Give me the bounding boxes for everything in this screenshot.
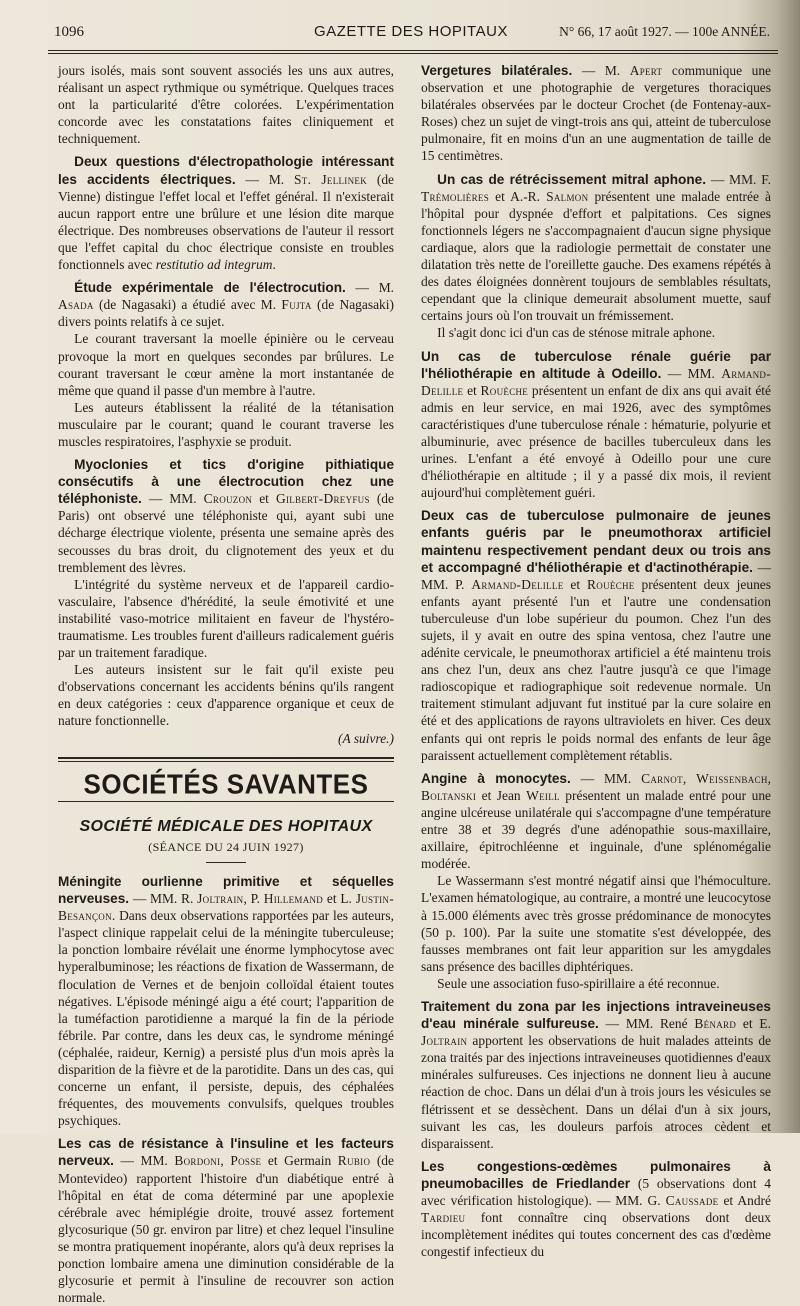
continued-note: (A suivre.) — [338, 730, 394, 746]
article-electrocution: Étude expérimentale de l'électrocution. — M. Asada (de Nagasaki) a étudié avec M. Fujta (de Nagasaki) divers points relatifs à ce sujet. — [58, 280, 394, 330]
author: Justin-Besançon — [58, 891, 395, 924]
article-title: Deux questions d'électropathologie intéressant les accidents électriques. — [58, 154, 394, 187]
author: Rouèche — [587, 576, 635, 592]
page-header — [48, 22, 774, 48]
section-rule-2 — [58, 761, 394, 762]
article-title: Deux cas de tuberculose pulmonaire de jeunes enfants guéris par le pneumothorax artificiel maintenu respectivement pendant deux ou trois ans et accompagné d'héliothérapie et d'actinothérapie. — [421, 508, 771, 575]
section-title: SOCIÉTÉS SAVANTES — [83, 767, 369, 800]
article-title: Myoclonies et tics d'origine pithiatique consécutifs à une électrocution chez une téléphoniste. — [58, 457, 394, 507]
author: Trémolières — [421, 188, 490, 204]
right-column — [421, 62, 771, 1260]
intro-paragraph: jours isolés, mais sont souvent associés les uns aux autres, réalisant un aspect rythmique ou symétrique. Quelques traces ont la particularité d'être colorées. L'expérimentation concorde avec les constatations faites cliniquement et techniquement. — [58, 63, 394, 147]
author: Asada — [58, 297, 94, 313]
author: Crouzon — [203, 491, 253, 507]
latin-phrase: restitutio ad integrum — [155, 257, 273, 273]
author: Hillemand — [263, 891, 324, 907]
author: Caussade — [665, 1193, 719, 1208]
article-title: Traitement du zona par les injections intraveineuses d'eau minérale sulfureuse. — [421, 998, 771, 1032]
article-title: Étude expérimentale de l'électrocution. — [74, 280, 346, 296]
article-electropathologie: Deux questions d'électropathologie intéressant les accidents électriques. — M. St. Jellinek (de Vienne) distingue l'effet local et l'effet général. Il n'existerait aucun rapport entre une brûlure et une lésion dite marque électrique. Des nombreuses observations de l'auteur il ressort que l'effet capital du choc électrique consiste en troubles fonctionnels avec restitutio ad integrum. — [58, 154, 395, 273]
article-insuline: Les cas de résistance à l'insuline et les facteurs nerveux. — MM. Bordoni, Posse et Germain Rubio (de Montevideo) rapportent l'histoire d'un diabétique entré à l'hôpital en état de coma déterminé par une apoplexie cérébrale avec hémiplégie droite, trouvé assez fortement glycosurique (50 gr. environ par litre) et chez lequel l'insuline se montra pratiquement inopérante, alors qu'à deux reprises la ponction lombaire amena une diminution considérable de la glycosurie et permit à l'insuline de recouvrer son action normale. — [58, 1136, 394, 1306]
article-title: Angine à monocytes. — [421, 770, 571, 786]
section-rule-3 — [58, 801, 394, 802]
article-pneumothorax: Deux cas de tuberculose pulmonaire de jeunes enfants guéris par le pneumothorax artificiel maintenu respectivement pendant deux ou trois ans et accompagné d'héliothérapie et d'actinothérapie. — MM. P. Armand-Delille et Rouèche présentent deux jeunes enfants ayant présenté l'un et l'autre une condensation tuberculeuse d'un lobe supérieur du poumon. Chez l'un des sujets, il y avait en outre des spina ventosa, chez l'autre une adénite cervicale, le pneumothorax artificiel a été maintenu trois ans chez l'un, deux ans chez l'autre jusqu'à ce que l'image radioscopique et radiographique soit redevenue normale. Un traitement stimulant adjuvant fut institué par la cure solaire en été et des applications de rayons ultraviolets en hiver. Ces deux enfants qui ont repris le poids normal des enfants de leur âge paraissent actuellement complètement rétablis. — [421, 508, 772, 763]
article-title: Un cas de tuberculose rénale guérie par l'héliothérapie en altitude à Odeillo. — [421, 348, 771, 381]
article-zona: Traitement du zona par les injections intraveineuses d'eau minérale sulfureuse. — MM. René Bénard et E. Joltrain apportent les observations de huit malades atteints de zona traités par des injections intraveineuses quotidiennes d'eaux minérales sulfureuses. Ces injections ne donnent lieu à aucune réaction de choc. Dans un délai d'un à trois jours les vésicules se flétrissent et se dessèchent. Dans un délai d'un à six jours, suivant les cas, les douleurs parfois atroces cèdent et disparaissent. — [421, 998, 771, 1151]
author: Boltanski — [421, 787, 477, 803]
short-divider — [206, 862, 246, 863]
article-title: Un cas de rétrécissement mitral aphone. — [437, 171, 706, 187]
article-myoclonies: Myoclonies et tics d'origine pithiatique consécutifs à une électrocution chez une téléphoniste. — MM. Crouzon et Gilbert-Dreyfus (de Paris) ont observé une téléphoniste qui, ayant subi une décharge électrique violente, présenta une semaine après des secousses du bras droit, du clignotement des yeux et du tremblement des lèvres. — [58, 457, 394, 575]
article-tuberculose-renale: Un cas de tuberculose rénale guérie par l'héliothérapie en altitude à Odeillo. — MM. Armand-Delille et Rouèche présentent un enfant de dix ans qui avait été admis en leur service, en mai 1926, avec des symptômes caractéristiques d'une tuberculose rénale : hématurie, polyurie et albuminurie, avec présence de bacilles tuberculeux dans les urines. L'enfant a été envoyé à Odeillo pour une cure d'héliothérapie en altitude ; il y a passé dix mois, il revient aujourd'hui complètement guéri. — [421, 348, 771, 501]
paragraph: Les auteurs insistent sur le fait qu'il existe peu d'observations concernant les accidents bénins qu'ils rangent en deux catégories : ceux d'apparence organique et ceux de nature fonctionnelle. — [58, 662, 394, 729]
article-congestions-oedemes: Les congestions-œdèmes pulmonaires à pneumobacilles de Friedlander (5 observations dont 4 avec vérification histologique). — MM. G. Caussade et André Tardieu font connaître cinq observations dont deux incomplètement inédites qui toutes concernent des cas d'œdème congestif infectieux du — [421, 1158, 772, 1260]
author: Bénard — [694, 1016, 737, 1032]
author: Carnot — [641, 770, 683, 786]
session-date: (SÉANCE DU 24 JUIN 1927) — [148, 839, 304, 854]
left-column — [58, 62, 394, 1306]
issue-info: N° 66, 17 août 1927. — 100e ANNÉE. — [559, 24, 770, 39]
paragraph: Seule une association fuso-spirillaire a été reconnue. — [437, 975, 720, 991]
author: Rubio — [337, 1153, 371, 1169]
author: Armand-Delille — [471, 576, 564, 592]
author: Joltrain — [421, 1033, 468, 1049]
author: Rouèche — [480, 382, 529, 398]
author: Joltrain — [197, 891, 244, 907]
page-number: 1096 — [54, 24, 84, 40]
author: Armand-Delille — [421, 365, 771, 398]
author: Salmon — [546, 188, 589, 204]
header-rule-2 — [48, 53, 778, 54]
author: Tardieu — [421, 1210, 466, 1226]
paragraph: Il s'agit donc ici d'un cas de sténose mitrale aphone. — [437, 325, 716, 341]
author: Fujta — [281, 297, 312, 313]
article-title: Méningite ourlienne primitive et séquelles nerveuses. — [58, 873, 394, 907]
paragraph: Le courant traversant la moelle épinière ou le cerveau provoque la mort en quelques secondes par brûlures. Le courant traversant le cœur amène la mort instantanée de même que quand il passe d'un membre à l'autre. — [58, 331, 394, 398]
section-rule — [58, 757, 394, 759]
paragraph: Le Wassermann s'est montré négatif ainsi que l'hémoculture. L'examen hématologique, au contraire, a montré une leucocytose à 15.000 éléments avec très grosse prédominance de monocytes (50 p. 100). Par la suite une stomatite s'est développée, des fausses membranes ont fait leur apparition sur les amygdales sans présence des bacilles diphtériques. — [421, 873, 771, 974]
article-title: Les congestions-œdèmes pulmonaires à pneumobacilles de Friedlander — [421, 1158, 771, 1191]
article-title: Vergetures bilatérales. — [421, 63, 573, 78]
paragraph: L'intégrité du système nerveux et de l'appareil cardio-vasculaire, l'absence d'hérédité, la seule émotivité et une instabilité vaso-motrice militaient en faveur de l'hystéro-traumatisme. Les troubles furent d'ailleurs radicalement guéris par un traitement faradique. — [58, 576, 394, 661]
article-meningite: Méningite ourlienne primitive et séquelles nerveuses. — MM. R. Joltrain, P. Hillemand et L. Justin-Besançon. Dans deux observations rapportées par les auteurs, l'aspect clinique rappelait celui de la méningite tuberculeuse; la ponction lombaire révélait une énorme lymphocytose avec hyperalbuminose; les réactions de fixation de Wassermann, de floculation de Vernes et de benjoin colloïdal étaient toutes négatives. L'épisode méningé aigu a été court; l'apparition de la tuméfaction parotidienne a marqué la fin de la période fébrile. Par contre, dans les deux cas, le syndrome méningé (céphalée, raideur, Kernig) a persisté plus d'un mois après la disparition de la fièvre et de la parotidite. Dans un des cas, qui concerne un enfant, il persiste, depuis, des céphalées fréquentes, des mouvements convulsifs, quelques troubles psychiques. — [58, 873, 395, 1129]
author: Posse — [230, 1153, 262, 1169]
article-vergetures: Vergetures bilatérales. — M. Apert communique une observation et une photographie de vergetures thoraciques bilatérales observées par le docteur Crochet (de Fontenay-aux-Roses) chez un sujet de vingt-trois ans qui, atteint de tuberculose pulmonaire, fit en moins d'un an une augmentation de taille de 15 centimètres. — [421, 63, 772, 164]
author: Apert — [629, 63, 663, 78]
society-title: SOCIÉTÉ MÉDICALE DES HOPITAUX — [79, 817, 373, 835]
author: Weill — [526, 787, 560, 803]
article-retrecissement-mitral: Un cas de rétrécissement mitral aphone. — MM. F. Trémolières et A.-R. Salmon présentent une malade entrée à l'hôpital pour dyspnée d'effort et palpitations. Ces signes fonctionnels légers ne s'accompagnaient d'aucun signe physique cardiaque, alors que la radiologie permettait de constater une dilatation très nette de l'oreillette gauche. Des examens répétés à des dates éloignées donnèrent toujours de semblables résultats, cependant que la clinique demeurait absolument muette, sauf certains jours où l'on trouvait un frémissement. — [421, 171, 772, 324]
author: Weissenbach — [696, 770, 768, 786]
article-title: Les cas de résistance à l'insuline et les facteurs nerveux. — [58, 1136, 394, 1169]
header-rule — [48, 50, 778, 51]
author: Gilbert-Dreyfus — [275, 491, 370, 507]
author: Bordoni — [174, 1153, 221, 1169]
journal-title: GAZETTE DES HOPITAUX — [314, 23, 508, 40]
article-angine-monocytes: Angine à monocytes. — MM. Carnot, Weissenbach, Boltanski et Jean Weill présentent un malade entré pour une angine ulcéreuse unilatérale qui s'accompagne d'une température entre 38 et 39 degrés d'une adénopathie sous-maxillaire, axillaire, épitrochléenne et inguinale, d'une splénomégalie modérée. — [421, 770, 771, 872]
paragraph: Les auteurs établissent la réalité de la tétanisation musculaire par le courant; quand le courant traverse les muscles respiratoires, l'asphyxie se produit. — [58, 399, 394, 449]
author: St. Jellinek — [294, 171, 367, 187]
